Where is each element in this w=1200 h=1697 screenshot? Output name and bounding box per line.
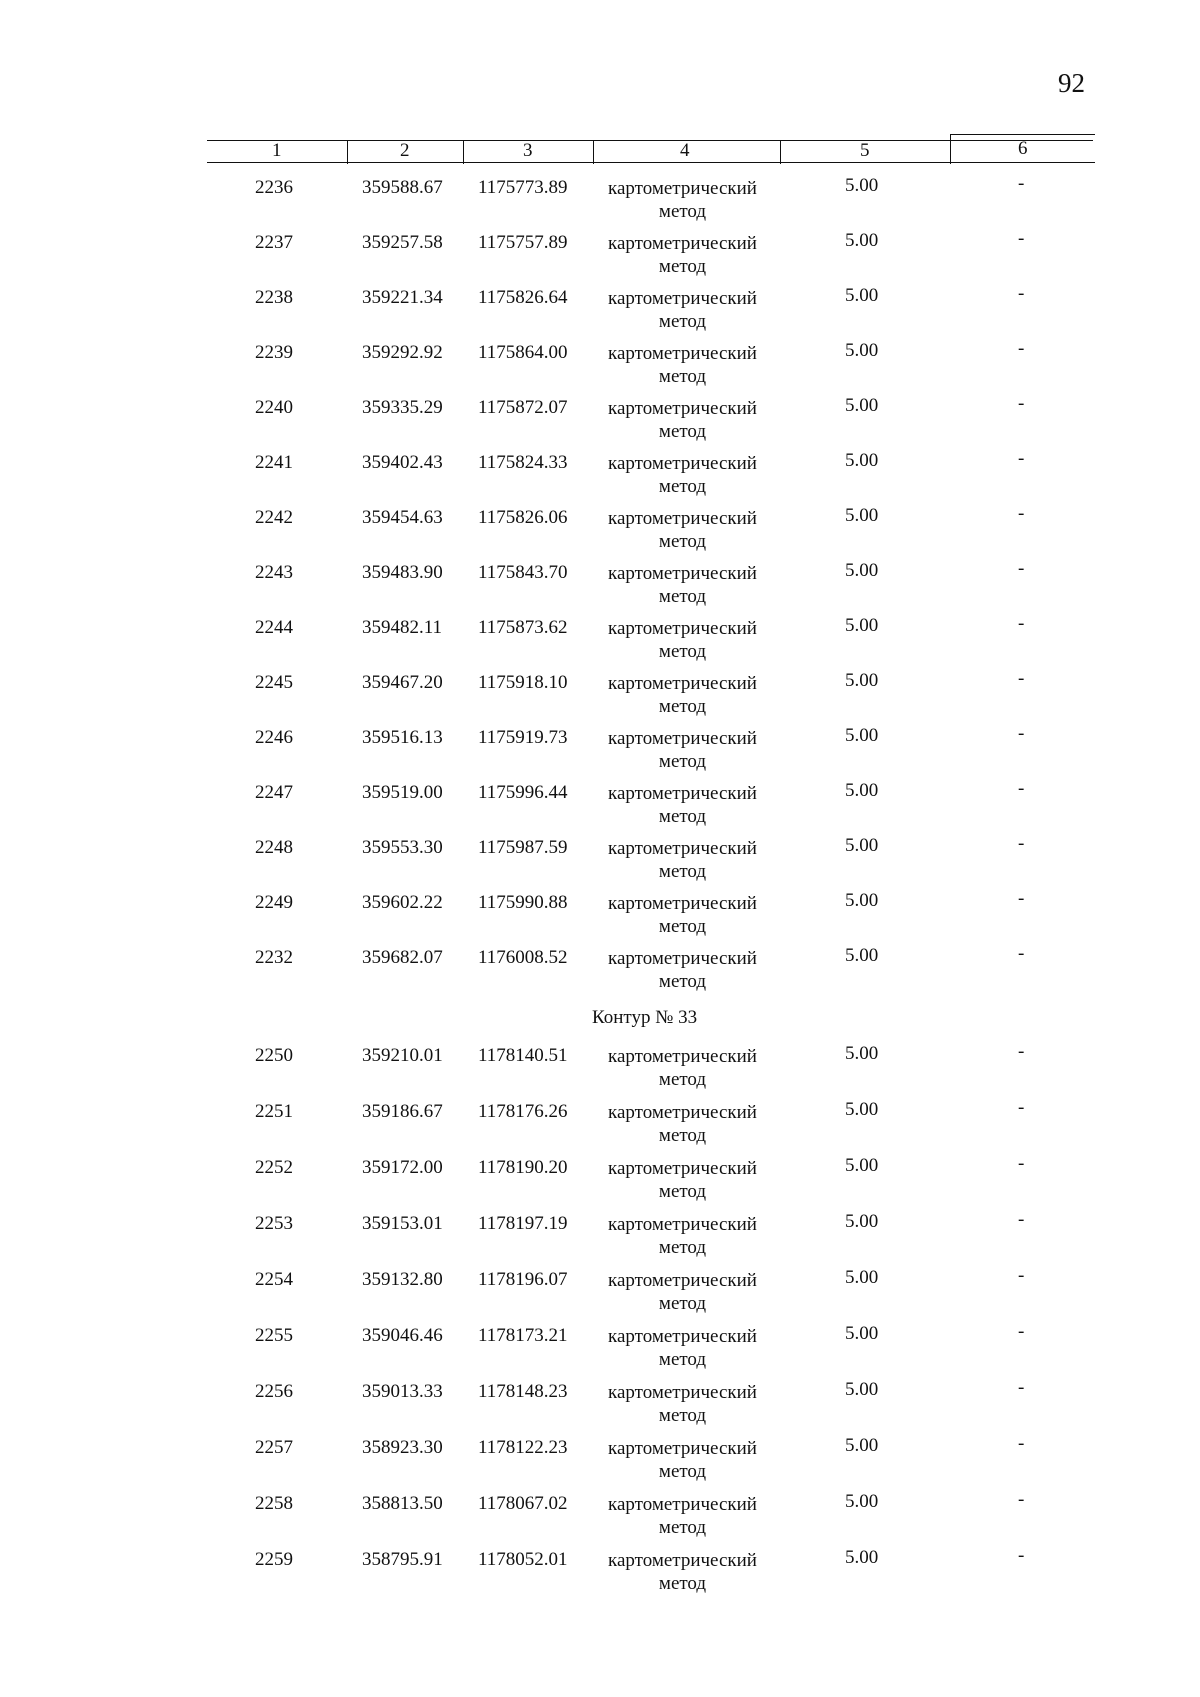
table-row: [0, 723, 1200, 779]
note: -: [1018, 668, 1025, 689]
table-row: [0, 943, 1200, 999]
method: картометрический метод: [608, 233, 757, 277]
point-id: 2241: [255, 452, 293, 473]
accuracy: 5.00: [845, 890, 879, 911]
note: -: [1018, 723, 1025, 744]
note: -: [1018, 1489, 1025, 1510]
header-divider-2: [463, 140, 464, 164]
y-coordinate: 1176008.52: [478, 947, 568, 968]
accuracy: 5.00: [845, 505, 879, 526]
header-divider-1: [347, 140, 348, 164]
point-id: 2243: [255, 562, 293, 583]
y-coordinate: 1175843.70: [478, 562, 568, 583]
y-coordinate: 1178052.01: [478, 1549, 568, 1570]
method: картометрический метод: [608, 1270, 757, 1314]
x-coordinate: 359588.67: [362, 177, 443, 198]
point-id: 2246: [255, 727, 293, 748]
accuracy: 5.00: [845, 340, 879, 361]
y-coordinate: 1175824.33: [478, 452, 568, 473]
method: картометрический метод: [608, 783, 757, 827]
method: картометрический метод: [608, 893, 757, 937]
note: -: [1018, 943, 1025, 964]
point-id: 2257: [255, 1437, 293, 1458]
point-id: 2244: [255, 617, 293, 638]
x-coordinate: 359454.63: [362, 507, 443, 528]
table-row: [0, 778, 1200, 834]
point-id: 2258: [255, 1493, 293, 1514]
point-id: 2252: [255, 1157, 293, 1178]
point-id: 2253: [255, 1213, 293, 1234]
note: -: [1018, 558, 1025, 579]
y-coordinate: 1178197.19: [478, 1213, 568, 1234]
x-coordinate: 359046.46: [362, 1325, 443, 1346]
note: -: [1018, 338, 1025, 359]
point-id: 2249: [255, 892, 293, 913]
table-row: [0, 283, 1200, 339]
accuracy: 5.00: [845, 285, 879, 306]
method: картометрический метод: [608, 1550, 757, 1594]
header-col-5: 5: [860, 140, 870, 161]
note: -: [1018, 1209, 1025, 1230]
point-id: 2259: [255, 1549, 293, 1570]
accuracy: 5.00: [845, 835, 879, 856]
table-row: [0, 338, 1200, 394]
table-row: [0, 1041, 1200, 1097]
method: картометрический метод: [608, 1326, 757, 1370]
note: -: [1018, 1545, 1025, 1566]
point-id: 2236: [255, 177, 293, 198]
x-coordinate: 359482.11: [362, 617, 443, 638]
table-row: [0, 833, 1200, 889]
y-coordinate: 1175864.00: [478, 342, 568, 363]
note: -: [1018, 503, 1025, 524]
header-col-2: 2: [400, 140, 410, 161]
y-coordinate: 1175918.10: [478, 672, 568, 693]
method: картометрический метод: [608, 618, 757, 662]
y-coordinate: 1175826.06: [478, 507, 568, 528]
y-coordinate: 1175826.64: [478, 287, 568, 308]
accuracy: 5.00: [845, 725, 879, 746]
note: -: [1018, 1377, 1025, 1398]
table-row: [0, 668, 1200, 724]
x-coordinate: 358795.91: [362, 1549, 443, 1570]
y-coordinate: 1175990.88: [478, 892, 568, 913]
x-coordinate: 359132.80: [362, 1269, 443, 1290]
table-row: [0, 1153, 1200, 1209]
table-row: [0, 173, 1200, 229]
x-coordinate: 359516.13: [362, 727, 443, 748]
x-coordinate: 359013.33: [362, 1381, 443, 1402]
point-id: 2239: [255, 342, 293, 363]
table-row: [0, 228, 1200, 284]
method: картометрический метод: [608, 288, 757, 332]
point-id: 2238: [255, 287, 293, 308]
y-coordinate: 1175872.07: [478, 397, 568, 418]
accuracy: 5.00: [845, 450, 879, 471]
method: картометрический метод: [608, 563, 757, 607]
y-coordinate: 1175757.89: [478, 232, 568, 253]
point-id: 2245: [255, 672, 293, 693]
note: -: [1018, 1265, 1025, 1286]
header-divider-5: [950, 134, 951, 164]
y-coordinate: 1178148.23: [478, 1381, 568, 1402]
y-coordinate: 1178196.07: [478, 1269, 568, 1290]
y-coordinate: 1178067.02: [478, 1493, 568, 1514]
note: -: [1018, 448, 1025, 469]
y-coordinate: 1175987.59: [478, 837, 568, 858]
x-coordinate: 359483.90: [362, 562, 443, 583]
method: картометрический метод: [608, 178, 757, 222]
table-row: [0, 558, 1200, 614]
point-id: 2248: [255, 837, 293, 858]
x-coordinate: 359519.00: [362, 782, 443, 803]
table-row: [0, 503, 1200, 559]
page-number: 92: [1058, 68, 1085, 98]
point-id: 2247: [255, 782, 293, 803]
method: картометрический метод: [608, 728, 757, 772]
header-top-rule-right: [950, 134, 1095, 135]
accuracy: 5.00: [845, 1043, 879, 1064]
x-coordinate: 358923.30: [362, 1437, 443, 1458]
table-row: [0, 393, 1200, 449]
accuracy: 5.00: [845, 1547, 879, 1568]
method: картометрический метод: [608, 1382, 757, 1426]
table-row: [0, 1377, 1200, 1433]
y-coordinate: 1175996.44: [478, 782, 568, 803]
section-title: Контур № 33: [592, 1007, 698, 1028]
accuracy: 5.00: [845, 670, 879, 691]
table-row: [0, 1321, 1200, 1377]
method: картометрический метод: [608, 453, 757, 497]
x-coordinate: 359682.07: [362, 947, 443, 968]
accuracy: 5.00: [845, 615, 879, 636]
note: -: [1018, 283, 1025, 304]
y-coordinate: 1178173.21: [478, 1325, 568, 1346]
note: -: [1018, 1321, 1025, 1342]
note: -: [1018, 228, 1025, 249]
method: картометрический метод: [608, 1046, 757, 1090]
y-coordinate: 1175873.62: [478, 617, 568, 638]
method: картометрический метод: [608, 838, 757, 882]
x-coordinate: 359221.34: [362, 287, 443, 308]
note: -: [1018, 393, 1025, 414]
method: картометрический метод: [608, 1214, 757, 1258]
accuracy: 5.00: [845, 1099, 879, 1120]
x-coordinate: 359467.20: [362, 672, 443, 693]
header-bottom-rule: [207, 162, 1095, 163]
method: картометрический метод: [608, 343, 757, 387]
accuracy: 5.00: [845, 1267, 879, 1288]
x-coordinate: 359210.01: [362, 1045, 443, 1066]
method: картометрический метод: [608, 1494, 757, 1538]
method: картометрический метод: [608, 1102, 757, 1146]
header-col-3: 3: [523, 140, 533, 161]
method: картометрический метод: [608, 673, 757, 717]
method: картометрический метод: [608, 1158, 757, 1202]
point-id: 2251: [255, 1101, 293, 1122]
table-row: [0, 1265, 1200, 1321]
accuracy: 5.00: [845, 230, 879, 251]
accuracy: 5.00: [845, 1379, 879, 1400]
accuracy: 5.00: [845, 1211, 879, 1232]
header-divider-3: [593, 140, 594, 164]
table-row: [0, 613, 1200, 669]
x-coordinate: 359402.43: [362, 452, 443, 473]
header-divider-4: [780, 140, 781, 164]
point-id: 2237: [255, 232, 293, 253]
accuracy: 5.00: [845, 1491, 879, 1512]
point-id: 2232: [255, 947, 293, 968]
y-coordinate: 1175773.89: [478, 177, 568, 198]
x-coordinate: 358813.50: [362, 1493, 443, 1514]
x-coordinate: 359292.92: [362, 342, 443, 363]
method: картометрический метод: [608, 1438, 757, 1482]
header-col-1: 1: [272, 140, 282, 161]
table-row: [0, 448, 1200, 504]
accuracy: 5.00: [845, 395, 879, 416]
point-id: 2240: [255, 397, 293, 418]
note: -: [1018, 1097, 1025, 1118]
y-coordinate: 1178122.23: [478, 1437, 568, 1458]
accuracy: 5.00: [845, 780, 879, 801]
y-coordinate: 1178176.26: [478, 1101, 568, 1122]
y-coordinate: 1178140.51: [478, 1045, 568, 1066]
header-col-6: 6: [1018, 138, 1028, 159]
accuracy: 5.00: [845, 945, 879, 966]
method: картометрический метод: [608, 398, 757, 442]
note: -: [1018, 1153, 1025, 1174]
accuracy: 5.00: [845, 175, 879, 196]
point-id: 2242: [255, 507, 293, 528]
point-id: 2250: [255, 1045, 293, 1066]
note: -: [1018, 778, 1025, 799]
note: -: [1018, 613, 1025, 634]
method: картометрический метод: [608, 508, 757, 552]
y-coordinate: 1178190.20: [478, 1157, 568, 1178]
table-row: [0, 1489, 1200, 1545]
point-id: 2256: [255, 1381, 293, 1402]
table-row: [0, 888, 1200, 944]
note: -: [1018, 173, 1025, 194]
header-col-4: 4: [680, 140, 690, 161]
accuracy: 5.00: [845, 560, 879, 581]
header-top-rule: [207, 140, 1093, 141]
point-id: 2254: [255, 1269, 293, 1290]
accuracy: 5.00: [845, 1323, 879, 1344]
x-coordinate: 359172.00: [362, 1157, 443, 1178]
x-coordinate: 359553.30: [362, 837, 443, 858]
x-coordinate: 359186.67: [362, 1101, 443, 1122]
table-row: [0, 1209, 1200, 1265]
table-row: [0, 1433, 1200, 1489]
x-coordinate: 359602.22: [362, 892, 443, 913]
x-coordinate: 359257.58: [362, 232, 443, 253]
x-coordinate: 359153.01: [362, 1213, 443, 1234]
y-coordinate: 1175919.73: [478, 727, 568, 748]
x-coordinate: 359335.29: [362, 397, 443, 418]
accuracy: 5.00: [845, 1155, 879, 1176]
note: -: [1018, 833, 1025, 854]
note: -: [1018, 888, 1025, 909]
method: картометрический метод: [608, 948, 757, 992]
note: -: [1018, 1433, 1025, 1454]
table-row: [0, 1097, 1200, 1153]
note: -: [1018, 1041, 1025, 1062]
table-row: [0, 1545, 1200, 1601]
point-id: 2255: [255, 1325, 293, 1346]
accuracy: 5.00: [845, 1435, 879, 1456]
